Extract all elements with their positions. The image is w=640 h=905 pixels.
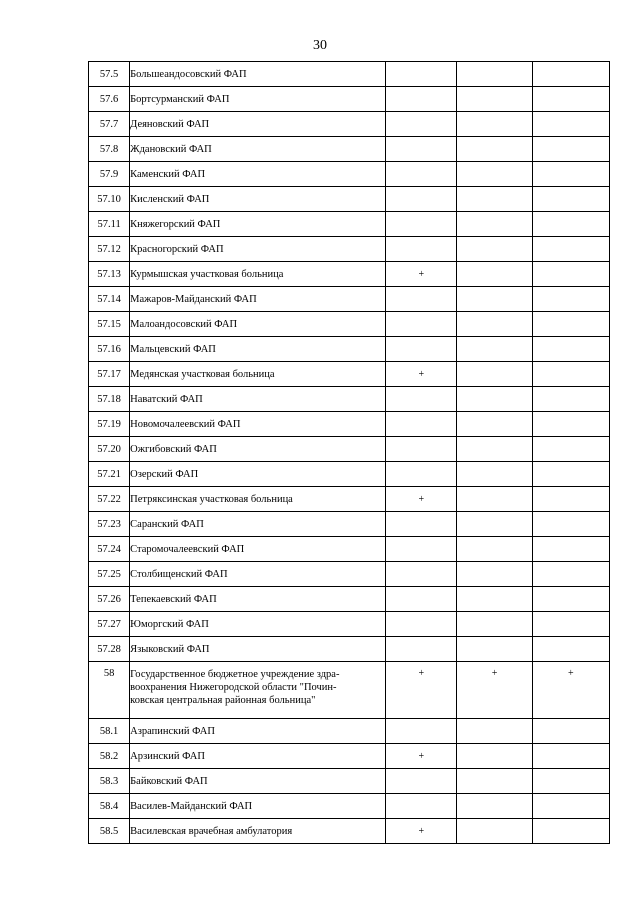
column-1-mark-cell bbox=[386, 237, 457, 262]
facility-name-cell: Озерский ФАП bbox=[130, 462, 386, 487]
column-3-mark-cell bbox=[532, 287, 609, 312]
table-row bbox=[89, 769, 610, 794]
facility-name-cell: Малоандосовский ФАП bbox=[130, 312, 386, 337]
column-2-mark-cell bbox=[457, 612, 532, 637]
facility-name-cell: Государственное бюджетное учреждение здра- воохранения Нижегородской области "Почин- ковская центральная районная больница" bbox=[130, 662, 386, 719]
row-number-cell: 57.24 bbox=[89, 537, 130, 562]
table-row bbox=[89, 537, 610, 562]
column-1-mark-cell: + bbox=[386, 662, 457, 719]
column-3-mark-cell bbox=[532, 412, 609, 437]
facility-name-cell: Бортсурманский ФАП bbox=[130, 87, 386, 112]
table-row bbox=[89, 237, 610, 262]
row-number-cell: 57.19 bbox=[89, 412, 130, 437]
table-row bbox=[89, 287, 610, 312]
table-row bbox=[89, 87, 610, 112]
column-2-mark-cell bbox=[457, 462, 532, 487]
column-2-mark-cell bbox=[457, 587, 532, 612]
row-number-cell: 58.2 bbox=[89, 744, 130, 769]
column-3-mark-cell bbox=[532, 462, 609, 487]
column-1-mark-cell bbox=[386, 719, 457, 744]
column-1-mark-cell bbox=[386, 562, 457, 587]
row-number-cell: 57.13 bbox=[89, 262, 130, 287]
column-2-mark-cell bbox=[457, 62, 532, 87]
row-number-cell: 57.12 bbox=[89, 237, 130, 262]
column-1-mark-cell bbox=[386, 162, 457, 187]
column-2-mark-cell bbox=[457, 719, 532, 744]
facility-name-cell: Мажаров-Майданский ФАП bbox=[130, 287, 386, 312]
column-1-mark-cell bbox=[386, 337, 457, 362]
row-number-cell: 58.3 bbox=[89, 769, 130, 794]
column-3-mark-cell bbox=[532, 612, 609, 637]
column-1-mark-cell bbox=[386, 587, 457, 612]
table-row bbox=[89, 462, 610, 487]
column-1-mark-cell bbox=[386, 794, 457, 819]
table-row bbox=[89, 819, 610, 844]
table-row bbox=[89, 312, 610, 337]
facility-name-cell: Тепекаевский ФАП bbox=[130, 587, 386, 612]
row-number-cell: 58.4 bbox=[89, 794, 130, 819]
column-2-mark-cell bbox=[457, 262, 532, 287]
row-number-cell: 57.21 bbox=[89, 462, 130, 487]
row-number-cell: 58 bbox=[89, 662, 130, 719]
facility-name-cell: Ожгибовский ФАП bbox=[130, 437, 386, 462]
facility-name-cell: Арзинский ФАП bbox=[130, 744, 386, 769]
row-number-cell: 57.22 bbox=[89, 487, 130, 512]
table-row bbox=[89, 662, 610, 719]
column-1-mark-cell: + bbox=[386, 362, 457, 387]
facilities-table-body bbox=[89, 62, 610, 844]
column-2-mark-cell bbox=[457, 387, 532, 412]
column-2-mark-cell bbox=[457, 537, 532, 562]
row-number-cell: 57.11 bbox=[89, 212, 130, 237]
table-row bbox=[89, 162, 610, 187]
table-row bbox=[89, 512, 610, 537]
row-number-cell: 57.15 bbox=[89, 312, 130, 337]
facility-name-cell: Петряксинская участковая больница bbox=[130, 487, 386, 512]
table-row bbox=[89, 587, 610, 612]
column-2-mark-cell bbox=[457, 137, 532, 162]
column-2-mark-cell bbox=[457, 769, 532, 794]
facility-name-cell: Азрапинский ФАП bbox=[130, 719, 386, 744]
column-1-mark-cell bbox=[386, 412, 457, 437]
column-2-mark-cell: + bbox=[457, 662, 532, 719]
column-3-mark-cell bbox=[532, 337, 609, 362]
column-1-mark-cell bbox=[386, 312, 457, 337]
column-3-mark-cell bbox=[532, 562, 609, 587]
facility-name-cell: Языковский ФАП bbox=[130, 637, 386, 662]
facility-name-cell: Байковский ФАП bbox=[130, 769, 386, 794]
column-3-mark-cell: + bbox=[532, 662, 609, 719]
row-number-cell: 57.7 bbox=[89, 112, 130, 137]
column-1-mark-cell bbox=[386, 537, 457, 562]
column-3-mark-cell bbox=[532, 137, 609, 162]
table-row bbox=[89, 744, 610, 769]
column-3-mark-cell bbox=[532, 769, 609, 794]
table-row bbox=[89, 387, 610, 412]
facility-name-cell: Наватский ФАП bbox=[130, 387, 386, 412]
column-3-mark-cell bbox=[532, 744, 609, 769]
column-2-mark-cell bbox=[457, 362, 532, 387]
column-1-mark-cell bbox=[386, 637, 457, 662]
column-3-mark-cell bbox=[532, 719, 609, 744]
column-2-mark-cell bbox=[457, 287, 532, 312]
table-row bbox=[89, 262, 610, 287]
row-number-cell: 57.9 bbox=[89, 162, 130, 187]
column-2-mark-cell bbox=[457, 744, 532, 769]
table-row bbox=[89, 62, 610, 87]
column-3-mark-cell bbox=[532, 237, 609, 262]
row-number-cell: 57.17 bbox=[89, 362, 130, 387]
column-1-mark-cell bbox=[386, 212, 457, 237]
table-row bbox=[89, 412, 610, 437]
column-2-mark-cell bbox=[457, 819, 532, 844]
column-3-mark-cell bbox=[532, 362, 609, 387]
facility-name-cell: Курмышская участковая больница bbox=[130, 262, 386, 287]
row-number-cell: 57.5 bbox=[89, 62, 130, 87]
row-number-cell: 57.18 bbox=[89, 387, 130, 412]
column-1-mark-cell bbox=[386, 612, 457, 637]
column-3-mark-cell bbox=[532, 87, 609, 112]
facility-name-cell: Медянская участковая больница bbox=[130, 362, 386, 387]
column-1-mark-cell bbox=[386, 387, 457, 412]
column-3-mark-cell bbox=[532, 262, 609, 287]
column-2-mark-cell bbox=[457, 794, 532, 819]
column-1-mark-cell bbox=[386, 287, 457, 312]
column-1-mark-cell bbox=[386, 462, 457, 487]
facility-name-cell: Василевская врачебная амбулатория bbox=[130, 819, 386, 844]
facility-name-cell: Юморгский ФАП bbox=[130, 612, 386, 637]
column-3-mark-cell bbox=[532, 312, 609, 337]
column-1-mark-cell: + bbox=[386, 262, 457, 287]
table-row bbox=[89, 112, 610, 137]
facility-name-cell: Каменский ФАП bbox=[130, 162, 386, 187]
table-row bbox=[89, 612, 610, 637]
row-number-cell: 57.14 bbox=[89, 287, 130, 312]
facility-name-cell: Ждановский ФАП bbox=[130, 137, 386, 162]
facility-name-cell: Саранский ФАП bbox=[130, 512, 386, 537]
column-1-mark-cell bbox=[386, 437, 457, 462]
column-1-mark-cell bbox=[386, 187, 457, 212]
row-number-cell: 57.25 bbox=[89, 562, 130, 587]
column-3-mark-cell bbox=[532, 387, 609, 412]
column-3-mark-cell bbox=[532, 112, 609, 137]
row-number-cell: 57.23 bbox=[89, 512, 130, 537]
column-1-mark-cell bbox=[386, 137, 457, 162]
table-row bbox=[89, 562, 610, 587]
column-3-mark-cell bbox=[532, 437, 609, 462]
table-row bbox=[89, 637, 610, 662]
row-number-cell: 57.10 bbox=[89, 187, 130, 212]
facility-name-cell: Столбищенский ФАП bbox=[130, 562, 386, 587]
row-number-cell: 57.28 bbox=[89, 637, 130, 662]
column-2-mark-cell bbox=[457, 162, 532, 187]
column-2-mark-cell bbox=[457, 637, 532, 662]
row-number-cell: 57.6 bbox=[89, 87, 130, 112]
column-3-mark-cell bbox=[532, 637, 609, 662]
column-3-mark-cell bbox=[532, 212, 609, 237]
table-row bbox=[89, 337, 610, 362]
table-row bbox=[89, 794, 610, 819]
column-3-mark-cell bbox=[532, 794, 609, 819]
row-number-cell: 57.16 bbox=[89, 337, 130, 362]
facility-name-cell: Старомочалеевский ФАП bbox=[130, 537, 386, 562]
column-3-mark-cell bbox=[532, 819, 609, 844]
column-3-mark-cell bbox=[532, 512, 609, 537]
row-number-cell: 58.1 bbox=[89, 719, 130, 744]
column-3-mark-cell bbox=[532, 487, 609, 512]
facility-name-cell: Деяновский ФАП bbox=[130, 112, 386, 137]
row-number-cell: 58.5 bbox=[89, 819, 130, 844]
column-1-mark-cell: + bbox=[386, 744, 457, 769]
page-number: 30 bbox=[313, 38, 327, 53]
column-2-mark-cell bbox=[457, 87, 532, 112]
facility-name-cell: Новомочалеевский ФАП bbox=[130, 412, 386, 437]
column-1-mark-cell: + bbox=[386, 487, 457, 512]
row-number-cell: 57.8 bbox=[89, 137, 130, 162]
column-1-mark-cell bbox=[386, 512, 457, 537]
column-3-mark-cell bbox=[532, 587, 609, 612]
column-2-mark-cell bbox=[457, 412, 532, 437]
column-3-mark-cell bbox=[532, 162, 609, 187]
column-2-mark-cell bbox=[457, 212, 532, 237]
facilities-table bbox=[88, 61, 610, 844]
table-row bbox=[89, 212, 610, 237]
facility-name-cell: Княжегорский ФАП bbox=[130, 212, 386, 237]
column-2-mark-cell bbox=[457, 337, 532, 362]
row-number-cell: 57.27 bbox=[89, 612, 130, 637]
column-1-mark-cell bbox=[386, 112, 457, 137]
facility-name-cell: Мальцевский ФАП bbox=[130, 337, 386, 362]
column-2-mark-cell bbox=[457, 312, 532, 337]
column-2-mark-cell bbox=[457, 187, 532, 212]
table-row bbox=[89, 437, 610, 462]
column-1-mark-cell bbox=[386, 87, 457, 112]
facility-name-cell: Красногорский ФАП bbox=[130, 237, 386, 262]
column-2-mark-cell bbox=[457, 237, 532, 262]
table-row bbox=[89, 487, 610, 512]
column-3-mark-cell bbox=[532, 62, 609, 87]
table-row bbox=[89, 362, 610, 387]
column-1-mark-cell: + bbox=[386, 819, 457, 844]
column-2-mark-cell bbox=[457, 487, 532, 512]
column-1-mark-cell bbox=[386, 769, 457, 794]
column-3-mark-cell bbox=[532, 187, 609, 212]
column-1-mark-cell bbox=[386, 62, 457, 87]
column-2-mark-cell bbox=[457, 512, 532, 537]
facility-name-cell: Большеандосовский ФАП bbox=[130, 62, 386, 87]
table-row bbox=[89, 719, 610, 744]
table-row bbox=[89, 187, 610, 212]
row-number-cell: 57.26 bbox=[89, 587, 130, 612]
facility-name-cell: Кисленский ФАП bbox=[130, 187, 386, 212]
table-row bbox=[89, 137, 610, 162]
column-2-mark-cell bbox=[457, 562, 532, 587]
column-2-mark-cell bbox=[457, 437, 532, 462]
row-number-cell: 57.20 bbox=[89, 437, 130, 462]
column-3-mark-cell bbox=[532, 537, 609, 562]
facility-name-cell: Василев-Майданский ФАП bbox=[130, 794, 386, 819]
column-2-mark-cell bbox=[457, 112, 532, 137]
